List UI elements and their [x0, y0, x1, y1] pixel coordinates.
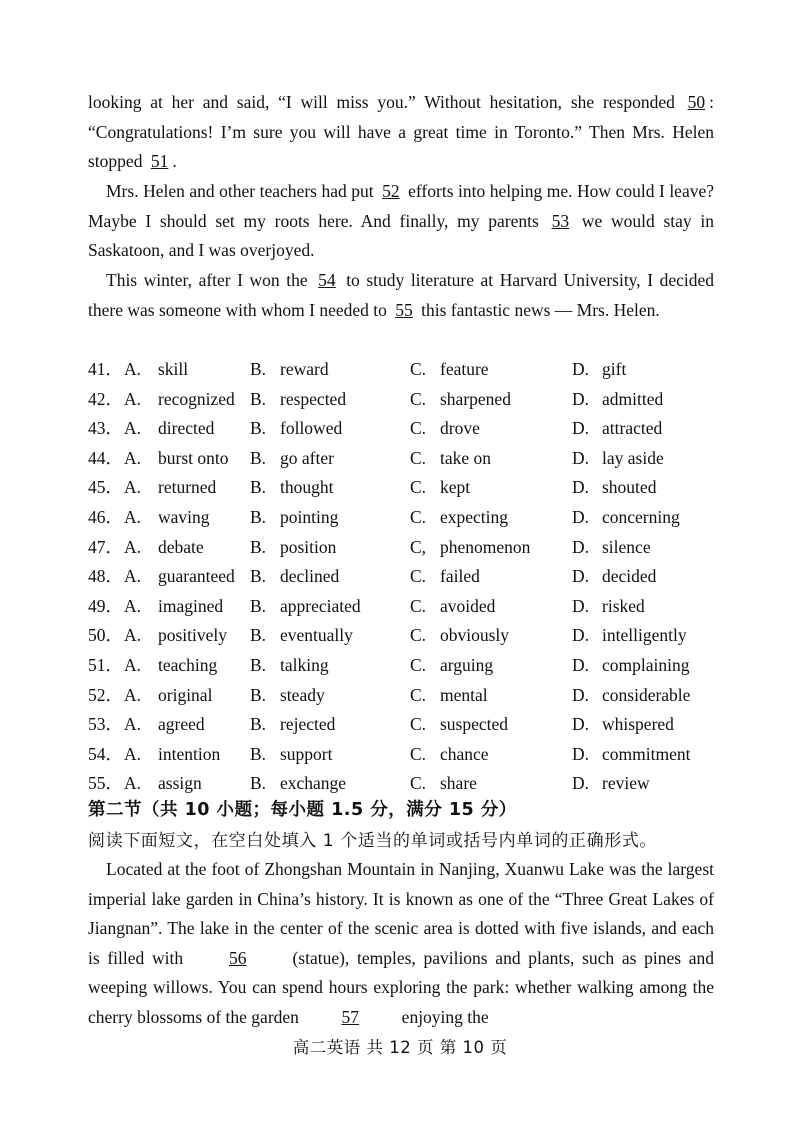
option-c: failed [440, 566, 480, 587]
blank-56: 56 [229, 947, 247, 968]
question-number: 41． [88, 359, 123, 379]
option-letter: C. [410, 418, 427, 439]
question-row [88, 414, 728, 444]
option-letter: B. [250, 773, 267, 794]
option-letter: C. [410, 595, 427, 616]
paragraph-text: : “Congratulations! I’m sure you will have a great time in Toronto.” Then Mrs. Helen stopped [88, 92, 714, 171]
option-letter: B. [250, 595, 267, 616]
paragraph-text: This winter, after I won the [106, 270, 315, 290]
passage-paragraph [88, 88, 714, 177]
option-b: go after [280, 447, 334, 468]
option-b: steady [280, 684, 325, 705]
option-letter: D. [572, 654, 590, 675]
paragraph-text: enjoying the [397, 1006, 489, 1027]
option-b: support [280, 743, 333, 764]
option-c: obviously [440, 625, 510, 646]
option-letter: A. [124, 654, 142, 675]
option-b: respected [280, 388, 347, 409]
option-letter: D. [572, 388, 590, 409]
question-number: 52． [88, 684, 123, 705]
option-b: appreciated [280, 595, 361, 616]
option-b: thought [280, 477, 334, 498]
option-a: assign [158, 773, 202, 794]
question-row [88, 385, 728, 415]
option-letter: A. [124, 447, 142, 468]
question-number: 53． [88, 714, 123, 735]
option-b: eventually [280, 625, 353, 646]
option-b: declined [280, 566, 340, 587]
option-letter: B. [250, 418, 267, 439]
option-letter: A. [124, 684, 142, 705]
question-row [88, 562, 728, 592]
option-letter: D. [572, 714, 590, 735]
option-letter: B. [250, 477, 267, 498]
option-letter: A. [124, 773, 142, 794]
question-number: 45． [88, 477, 123, 498]
option-letter: B. [250, 506, 267, 527]
passage-paragraph [88, 266, 714, 325]
option-b: exchange [280, 773, 347, 794]
blank-55: 55 [395, 299, 413, 320]
question-row [88, 621, 728, 651]
option-a: returned [158, 477, 217, 498]
option-letter: C. [410, 743, 427, 764]
option-letter: B. [250, 743, 267, 764]
option-a: burst onto [158, 447, 229, 468]
option-c: sharpened [440, 388, 511, 409]
passage-paragraph [88, 177, 714, 266]
paragraph-text: (statue), temples, pavilions and plants, such as pines and weeping willows. You can spend hours exploring the park: whether walking among the cherry blossoms of the garden [88, 947, 714, 1027]
question-number: 48． [88, 566, 123, 587]
question-row [88, 710, 728, 740]
option-letter: D. [572, 684, 590, 705]
option-letter: D. [572, 536, 590, 557]
option-letter: A. [124, 743, 142, 764]
option-letter: B. [250, 447, 267, 468]
question-number: 44． [88, 447, 123, 468]
option-letter: C. [410, 773, 427, 794]
blank-54: 54 [318, 270, 336, 290]
option-a: recognized [158, 388, 235, 409]
blank-57: 57 [341, 1006, 360, 1027]
option-letter: D. [572, 359, 590, 379]
passage-paragraph [88, 855, 714, 1032]
option-letter: B. [250, 684, 267, 705]
option-b: rejected [280, 714, 336, 735]
option-d: lay aside [602, 447, 664, 468]
option-a: imagined [158, 595, 224, 616]
option-b: position [280, 536, 337, 557]
option-letter: D. [572, 625, 590, 646]
option-b: reward [280, 359, 329, 379]
option-letter: B. [250, 566, 267, 587]
option-a: directed [158, 418, 215, 439]
option-letter: D. [572, 506, 590, 527]
option-c: share [440, 773, 477, 794]
option-c: suspected [440, 714, 509, 735]
option-c: arguing [440, 654, 494, 675]
option-a: original [158, 684, 213, 705]
option-letter: D. [572, 595, 590, 616]
option-c: avoided [440, 595, 496, 616]
option-letter: D. [572, 566, 590, 587]
question-number: 46． [88, 506, 123, 527]
option-d: whispered [602, 714, 674, 735]
paragraph-text: we would stay in Saskatoon, and I was overjoyed. [88, 210, 714, 260]
option-letter: D. [572, 418, 590, 439]
paragraph-text: Located at the foot of Zhongshan Mountain in Nanjing, Xuanwu Lake was the largest imperial lake garden in China’s history. It is known as one of the “Three Great Lakes of Jiangnan”. The lake in the center of the scenic area is dotted with five islands, and each is filled with [88, 859, 714, 968]
option-letter: A. [124, 359, 142, 379]
question-row [88, 740, 728, 770]
answer-options-list [88, 355, 728, 799]
option-letter: B. [250, 654, 267, 675]
page-footer: 高二英语 共 12 页 第 10 页 [292, 1038, 508, 1057]
option-b: pointing [280, 506, 339, 527]
option-a: guaranteed [158, 566, 235, 587]
option-c: expecting [440, 506, 509, 527]
question-number: 49． [88, 595, 123, 616]
section-instruction: 阅读下面短文，在空白处填入 1 个适当的单词或括号内单词的正确形式。 [88, 831, 658, 851]
option-letter: C. [410, 447, 427, 468]
option-letter: A. [124, 566, 142, 587]
option-d: complaining [602, 654, 690, 675]
blank-52: 52 [382, 181, 400, 201]
question-row [88, 592, 728, 622]
option-letter: A. [124, 536, 142, 557]
option-letter: B. [250, 388, 267, 409]
option-a: debate [158, 536, 204, 557]
option-letter: A. [124, 595, 142, 616]
option-letter: C. [410, 506, 427, 527]
option-a: waving [158, 506, 210, 527]
option-d: intelligently [602, 625, 687, 646]
blank-51: 51 [150, 151, 169, 171]
option-letter: B. [250, 625, 267, 646]
option-letter: C. [410, 477, 427, 498]
question-row [88, 473, 728, 503]
question-number: 54． [88, 743, 123, 764]
option-letter: A. [124, 506, 142, 527]
option-letter: C. [410, 714, 427, 735]
question-row [88, 651, 728, 681]
option-d: attracted [602, 418, 663, 439]
question-row [88, 769, 728, 799]
option-letter: C. [410, 625, 427, 646]
question-number: 50． [88, 625, 123, 646]
option-a: intention [158, 743, 221, 764]
option-letter: B. [250, 714, 267, 735]
question-row [88, 355, 728, 385]
question-row [88, 681, 728, 711]
option-letter: A. [124, 714, 142, 735]
paragraph-text: Mrs. Helen and other teachers had put [106, 181, 379, 201]
option-a: skill [158, 359, 189, 379]
blank-50: 50 [687, 92, 706, 112]
option-letter: B. [250, 536, 267, 557]
paragraph-text: looking at her and said, “I will miss you.” Without hesitation, she responded [88, 92, 684, 112]
blank-53: 53 [551, 210, 570, 231]
option-b: followed [280, 418, 343, 439]
option-d: considerable [602, 684, 691, 705]
option-letter: D. [572, 477, 590, 498]
option-letter: C. [410, 684, 427, 705]
option-letter: A. [124, 388, 142, 409]
option-c: kept [440, 477, 471, 498]
option-c: take on [440, 447, 492, 468]
option-letter: D. [572, 743, 590, 764]
paragraph-text: efforts into helping me. How could I leave? Maybe I should set my roots here. And finally, my parents [88, 181, 714, 231]
option-letter: C, [410, 536, 427, 557]
option-letter: D. [572, 447, 590, 468]
question-number: 51． [88, 654, 123, 675]
option-d: admitted [602, 388, 664, 409]
option-letter: C. [410, 388, 427, 409]
option-letter: A. [124, 418, 142, 439]
option-d: silence [602, 536, 651, 557]
option-d: concerning [602, 506, 680, 527]
option-d: decided [602, 566, 657, 587]
option-letter: C. [410, 359, 427, 379]
option-d: gift [602, 359, 627, 379]
option-letter: A. [124, 477, 142, 498]
question-number: 47． [88, 536, 123, 557]
question-row [88, 533, 728, 563]
paragraph-text: . [172, 151, 177, 171]
question-number: 42． [88, 388, 123, 409]
option-a: agreed [158, 714, 205, 735]
option-a: positively [158, 625, 228, 646]
option-letter: B. [250, 359, 267, 379]
option-b: talking [280, 654, 329, 675]
option-d: shouted [602, 477, 657, 498]
option-a: teaching [158, 654, 218, 675]
option-c: chance [440, 743, 489, 764]
question-row [88, 444, 728, 474]
question-number: 43． [88, 418, 123, 439]
option-letter: D. [572, 773, 590, 794]
option-c: phenomenon [440, 536, 531, 557]
option-d: commitment [602, 743, 691, 764]
section-heading: 第二节（共 10 小题；每小题 1.5 分，满分 15 分） [88, 800, 517, 820]
question-row [88, 503, 728, 533]
option-letter: C. [410, 654, 427, 675]
option-d: risked [602, 595, 645, 616]
paragraph-text: to study literature at Harvard University, I decided there was someone with whom I needed to [88, 270, 715, 320]
option-letter: C. [410, 566, 427, 587]
paragraph-text: this fantastic news — Mrs. Helen. [416, 299, 660, 320]
option-c: feature [440, 359, 489, 379]
option-d: review [602, 773, 650, 794]
question-number: 55． [88, 773, 123, 794]
option-c: mental [440, 684, 488, 705]
option-c: drove [440, 418, 480, 439]
option-letter: A. [124, 625, 142, 646]
